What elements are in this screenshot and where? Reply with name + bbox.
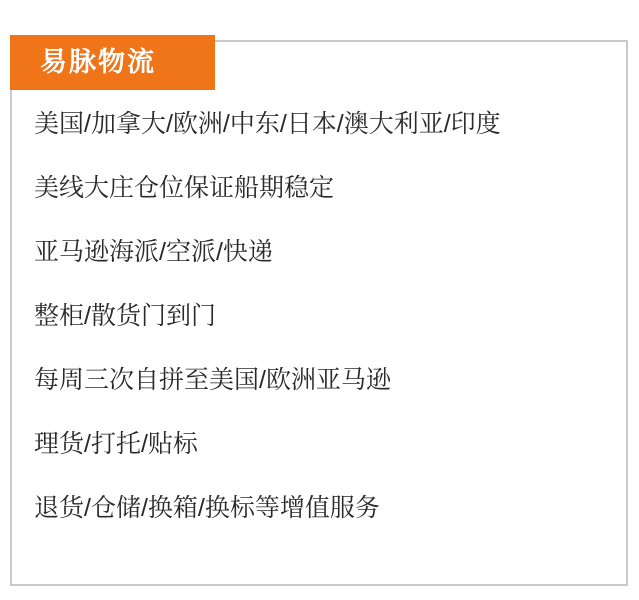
list-item: 美线大庄仓位保证船期稳定	[34, 174, 335, 202]
page-title: 易脉物流	[40, 47, 156, 77]
list-item: 退货/仓储/换箱/换标等增值服务	[34, 494, 380, 522]
list-item: 整柜/散货门到门	[34, 302, 216, 330]
content-frame	[10, 40, 628, 586]
brand-title-tab	[10, 35, 215, 90]
list-item: 亚马逊海派/空派/快递	[34, 238, 273, 266]
service-list	[12, 42, 626, 521]
list-item: 每周三次自拼至美国/欧洲亚马逊	[34, 366, 391, 394]
list-item: 理货/打托/贴标	[34, 430, 198, 458]
list-item: 美国/加拿大/欧洲/中东/日本/澳大利亚/印度	[34, 110, 501, 138]
